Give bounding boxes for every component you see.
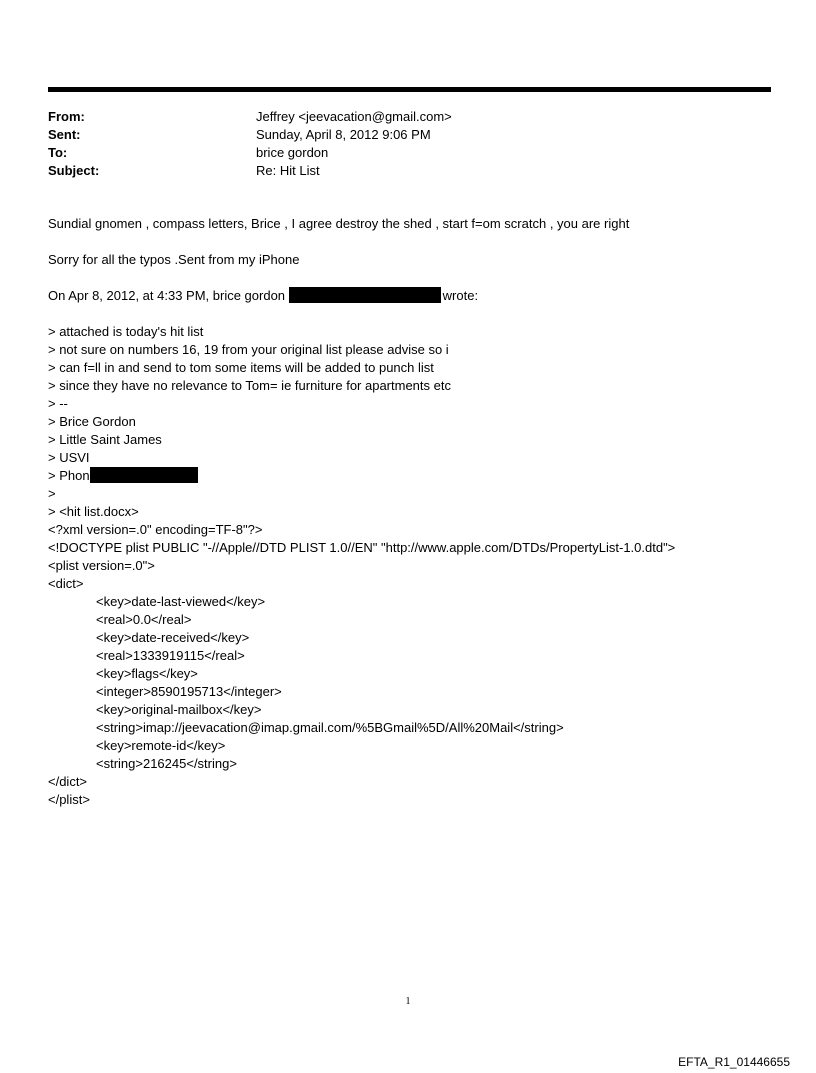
quoted-line: > USVI (48, 450, 90, 465)
plist-dict-line: <key>flags</key> (96, 666, 198, 681)
page-number: 1 (405, 996, 411, 1007)
redaction-box (90, 467, 198, 483)
plist-closing-line: </dict> (48, 774, 88, 789)
quoted-line: > since they have no relevance to Tom= ie furniture for apartments etc (48, 378, 451, 393)
quoted-line: > can f=ll in and send to tom some items will be added to punch list (48, 360, 434, 375)
phone-prefix: > Phon (48, 468, 90, 483)
plist-dict-line: <string>216245</string> (96, 756, 237, 771)
sent-value: Sunday, April 8, 2012 9:06 PM (256, 127, 431, 142)
header-rule (48, 87, 771, 92)
email-body (48, 215, 788, 809)
quoted-line: > <hit list.docx> (48, 504, 139, 519)
reply-prefix: On Apr 8, 2012, at 4:33 PM, brice gordon (48, 288, 286, 303)
plist-dict-line: <string>imap://jeevacation@imap.gmail.com/%5BGmail%5D/All%20Mail</string> (96, 720, 564, 735)
quoted-line: > (48, 486, 56, 501)
from-value: Jeffrey <jeevacation@gmail.com> (256, 109, 452, 124)
subject-label: Subject: (48, 163, 100, 178)
plist-dict-line: <key>date-received</key> (96, 630, 250, 645)
body-line-1: Sundial gnomen , compass letters, Brice , I agree destroy the shed , start f=om scratch , you are right (48, 216, 630, 231)
quoted-phone-line (48, 467, 788, 485)
plist-closing-line: </plist> (48, 792, 90, 807)
redaction-box (289, 287, 441, 303)
quoted-line: > -- (48, 396, 68, 411)
plist-dict-line: <key>original-mailbox</key> (96, 702, 262, 717)
quoted-line: > Little Saint James (48, 432, 162, 447)
plist-line: <plist version=.0"> (48, 558, 155, 573)
quoted-line: > Brice Gordon (48, 414, 136, 429)
plist-dict-line: <real>0.0</real> (96, 612, 192, 627)
subject-value: Re: Hit List (256, 163, 320, 178)
document-id: EFTA_R1_01446655 (678, 1055, 790, 1069)
plist-block (48, 521, 788, 809)
quoted-block (48, 323, 788, 521)
body-line-2: Sorry for all the typos .Sent from my iPhone (48, 252, 300, 267)
plist-dict-line: <key>remote-id</key> (96, 738, 226, 753)
plist-line: <?xml version=.0" encoding=TF-8"?> (48, 522, 263, 537)
plist-line: <!DOCTYPE plist PUBLIC "-//Apple//DTD PLIST 1.0//EN" "http://www.apple.com/DTDs/PropertyList-1.0.dtd"> (48, 540, 676, 555)
to-value: brice gordon (256, 145, 329, 160)
to-label: To: (48, 145, 68, 160)
from-label: From: (48, 109, 85, 124)
plist-dict-line: <real>1333919115</real> (96, 648, 245, 663)
reply-attribution (48, 287, 788, 305)
plist-dict-line: <integer>8590195713</integer> (96, 684, 282, 699)
sent-label: Sent: (48, 127, 81, 142)
quoted-line: > attached is today's hit list (48, 324, 204, 339)
quoted-line: > not sure on numbers 16, 19 from your original list please advise so i (48, 342, 449, 357)
plist-line: <dict> (48, 576, 84, 591)
plist-dict-line: <key>date-last-viewed</key> (96, 594, 266, 609)
reply-suffix: wrote: (442, 288, 479, 303)
